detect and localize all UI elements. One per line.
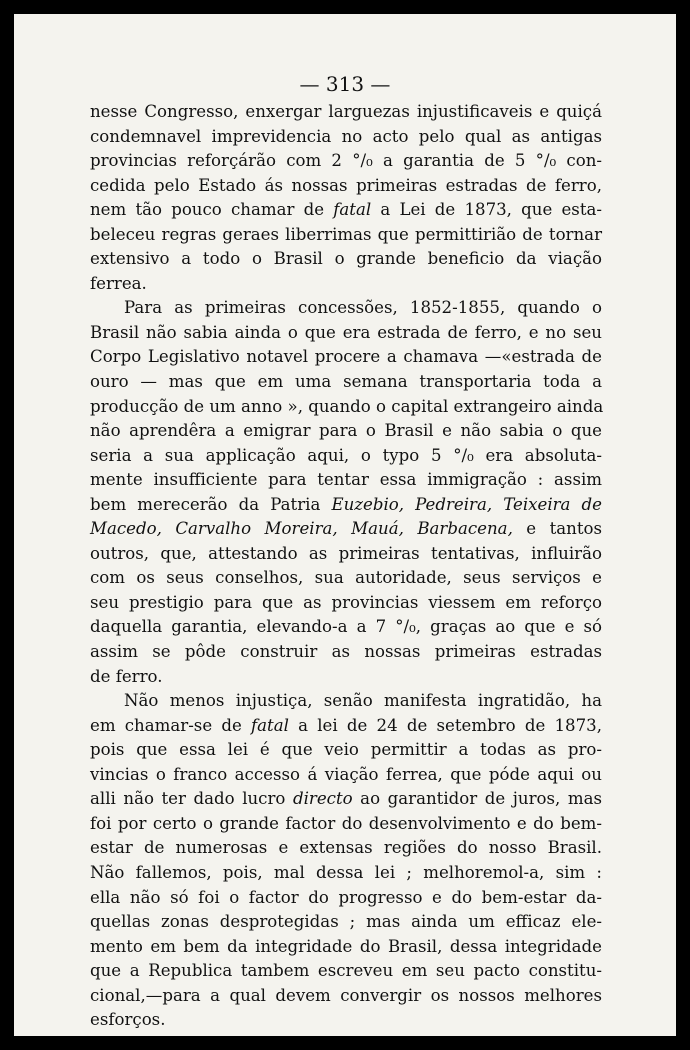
text-line: seria a sua applicação aqui, o typo 5 °/₀ era absoluta- <box>90 445 602 465</box>
text-line: foi por certo o grande factor do desenvolvimento e do bem- <box>90 813 602 833</box>
text-line: pois que essa lei é que veio permittir a todas as pro- <box>90 740 602 760</box>
text-segment: em chamar-se de <box>90 715 252 735</box>
text-line: outros, que, attestando as primeiras tentativas, influirão <box>90 543 602 563</box>
text-line: com os seus conselhos, sua autoridade, seus serviços e <box>90 568 602 588</box>
text-line: condemnavel imprevidencia no acto pelo qual as antigas <box>90 126 602 146</box>
text-line: Corpo Legislativo notavel procere a chamava —«estrada de <box>90 347 602 367</box>
text-line <box>90 198 602 223</box>
text-line <box>90 517 602 542</box>
text-segment: alli não ter dado lucro <box>90 789 293 809</box>
italic-text: Macedo, Carvalho Moreira, Mauá, Barbacena, <box>90 519 513 539</box>
page-number: — 313 — <box>299 72 391 96</box>
text-line: provincias reforçárão com 2 °/₀ a garantia de 5 °/₀ con- <box>90 151 602 171</box>
text-line: vincias o franco accesso á viação ferrea, que póde aqui ou <box>90 764 602 784</box>
text-line: mente insufficiente para tentar essa immigração : assim <box>90 470 602 490</box>
text-segment: ao garantidor de juros, mas <box>352 789 602 809</box>
text-line: estar de numerosas e extensas regiões do nosso Brasil. <box>90 838 602 858</box>
text-line: quellas zonas desprotegidas ; mas ainda um efficaz ele- <box>90 912 602 932</box>
text-line: Brasil não sabia ainda o que era estrada de ferro, e no seu <box>90 322 602 342</box>
text-line: nesse Congresso, enxergar larguezas injustificaveis e quiçá <box>90 102 602 121</box>
text-line <box>90 714 602 739</box>
text-line: seu prestigio para que as provincias viessem em reforço <box>90 592 602 612</box>
text-segment: nem tão pouco chamar de <box>90 200 334 220</box>
text-line: ella não só foi o factor do progresso e do bem-estar da- <box>90 887 602 907</box>
text-line: producção de um anno », quando o capital extrangeiro ainda <box>90 396 604 416</box>
italic-text: fatal <box>333 200 372 220</box>
text-line: ferrea. <box>90 273 147 293</box>
text-line: mento em bem da integridade do Brasil, dessa integridade <box>90 936 602 956</box>
text-segment: bem merecerão da Patria <box>90 494 332 514</box>
text-line: assim se pôde construir as nossas primeiras estradas <box>90 642 602 662</box>
italic-text: fatal <box>251 715 289 735</box>
text-line: cedida pelo Estado ás nossas primeiras estradas de ferro, <box>90 175 602 195</box>
text-line: não aprendêra a emigrar para o Brasil e não sabia o que <box>90 421 602 441</box>
text-segment: a lei de 24 de setembro de 1873, <box>288 715 602 735</box>
book-page <box>14 14 676 1036</box>
text-line <box>90 787 602 812</box>
text-line: Não menos injustiça, senão manifesta ingratidão, ha <box>124 691 602 711</box>
text-line: ouro — mas que em uma semana transportaria toda a <box>90 372 602 392</box>
text-line: cional,—para a qual devem convergir os nossos melhores <box>90 985 602 1005</box>
text-segment: a Lei de 1873, que esta- <box>371 200 602 220</box>
text-line: daquella garantia, elevando-a a 7 °/₀, graças ao que e só <box>90 617 602 637</box>
text-line: beleceu regras geraes liberrimas que permittirião de tornar <box>90 224 602 244</box>
text-line: Para as primeiras concessões, 1852-1855, quando o <box>124 298 602 318</box>
italic-text: directo <box>292 789 353 809</box>
text-line: esforços. <box>90 1010 166 1030</box>
text-segment: e tantos <box>512 519 603 539</box>
text-line: Não fallemos, pois, mal dessa lei ; melhoremol-a, sim : <box>90 862 602 882</box>
italic-text: Euzebio, Pedreira, Teixeira de <box>331 494 602 514</box>
text-line: que a Republica tambem escreveu em seu pacto constitu- <box>90 961 602 981</box>
text-line: de ferro. <box>90 666 163 686</box>
text-line <box>90 493 602 518</box>
text-line: extensivo a todo o Brasil o grande beneficio da viação <box>90 249 602 269</box>
body-text <box>90 100 602 1033</box>
